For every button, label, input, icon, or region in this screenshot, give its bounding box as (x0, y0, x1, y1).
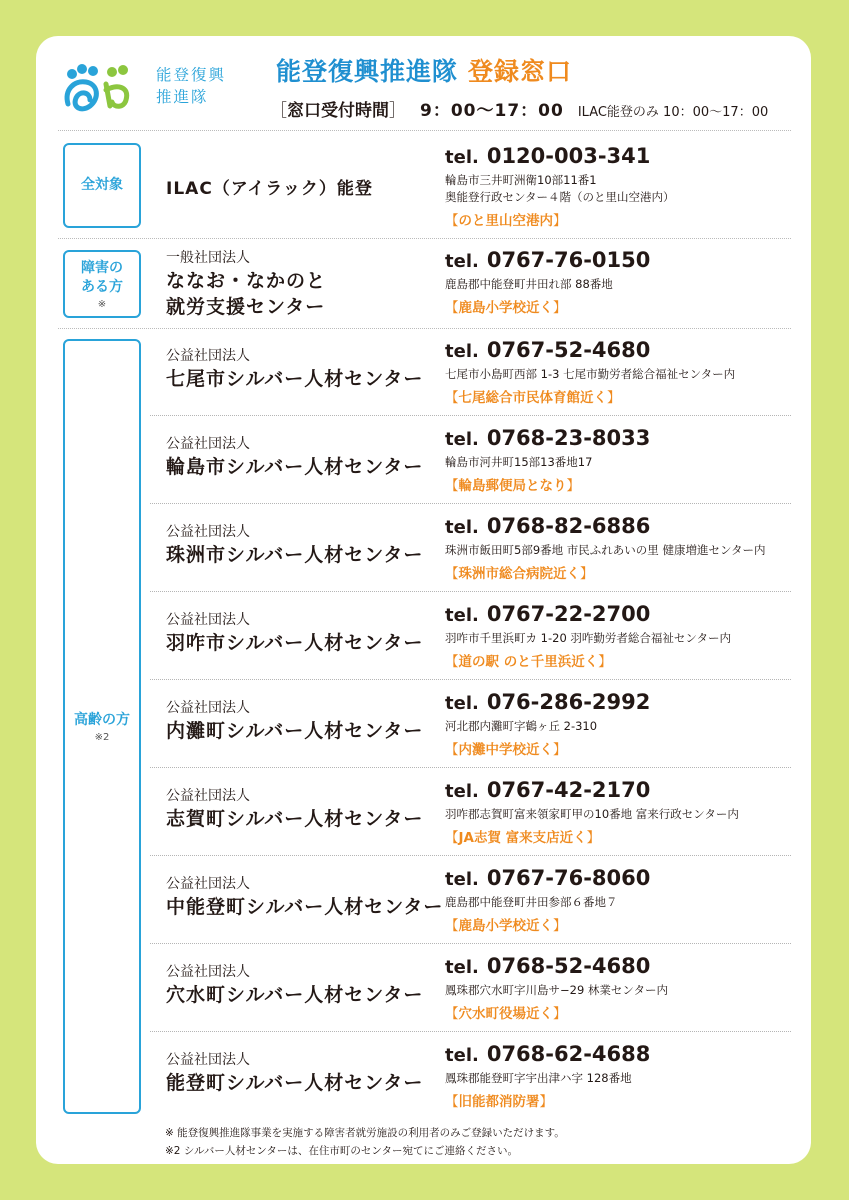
contact-info (445, 246, 650, 318)
org-name: 就労支援センター (166, 296, 326, 318)
org-type: 公益社団法人 (166, 964, 250, 980)
bracket-close: ］ (389, 101, 406, 121)
phone-number: tel. 0767-76-8060 (445, 866, 651, 890)
office-row-noto (150, 1038, 791, 1119)
noto-logo-icon (60, 60, 146, 114)
org-info (166, 1050, 423, 1096)
landmark: 【七尾総合市民体育館近く】 (445, 390, 621, 406)
phone-number: tel. 076-286-2992 (445, 690, 651, 714)
footnote-1: ※ 能登復興推進隊事業を実施する障害者就労施設の利用者のみご登録いただけます。 (165, 1127, 565, 1139)
contact-info (445, 512, 765, 584)
phone-number: tel. 0767-22-2700 (445, 602, 651, 626)
phone-number: tel. 0768-23-8033 (445, 426, 651, 450)
address: 七尾市小島町西部 1-3 七尾市勤労者総合福祉センター内 (445, 367, 736, 381)
org-info (166, 786, 423, 832)
office-row-shika (150, 774, 791, 856)
office-row-ilac (150, 140, 791, 238)
hours-ilac: ILAC能登のみ 10：00～17：00 (577, 105, 769, 120)
org-name: 七尾市シルバー人材センター (166, 368, 424, 390)
contact-info (445, 142, 675, 231)
phone-number: tel. 0767-52-4680 (445, 338, 651, 362)
address: 輪島市三井町洲衛10部11番1 (445, 173, 597, 187)
landmark: 【珠洲市総合病院近く】 (445, 566, 594, 582)
address: 輪島市河井町15部13番地17 (445, 455, 593, 469)
org-name: ILAC（アイラック）能登 (166, 179, 373, 199)
category-disability (63, 250, 141, 318)
org-type: 公益社団法人 (166, 876, 250, 892)
phone-number: tel. 0768-82-6886 (445, 514, 651, 538)
org-type: 公益社団法人 (166, 348, 250, 364)
phone-number: tel. 0120-003-341 (445, 144, 651, 168)
landmark: 【旧能都消防署】 (445, 1094, 553, 1110)
office-row-suzu (150, 510, 791, 592)
divider (58, 130, 791, 131)
landmark: 【鹿島小学校近く】 (445, 918, 567, 934)
address: 羽咋市千里浜町カ 1-20 羽咋勤労者総合福祉センター内 (445, 631, 731, 645)
address: 鳳珠郡穴水町字川島サ−29 林業センター内 (445, 983, 668, 997)
address: 奥能登行政センター４階（のと里山空港内） (445, 190, 675, 204)
org-info (166, 176, 373, 202)
category-elderly (63, 339, 141, 1114)
org-type: 公益社団法人 (166, 700, 250, 716)
hours-label: 窓口受付時間 (287, 101, 389, 121)
org-info (166, 610, 423, 656)
address: 河北郡内灘町字鶴ヶ丘 2-310 (445, 719, 598, 733)
org-info (166, 874, 443, 920)
bracket-open: ［ (270, 101, 287, 121)
org-name: 穴水町シルバー人材センター (166, 984, 424, 1006)
org-type: 公益社団法人 (166, 524, 250, 540)
org-info (166, 346, 423, 392)
divider (58, 328, 791, 329)
org-name: 中能登町シルバー人材センター (166, 896, 444, 918)
landmark: 【穴水町役場近く】 (445, 1006, 567, 1022)
office-row-wajima (150, 422, 791, 504)
landmark: 【内灘中学校近く】 (445, 742, 567, 758)
logo-text-line1: 能登復興 (156, 66, 227, 84)
phone-number: tel. 0768-52-4680 (445, 954, 651, 978)
office-row-nanao (150, 334, 791, 416)
footnote-2: ※2 シルバー人材センターは、在住市町のセンター宛てにご連絡ください。 (165, 1145, 518, 1157)
address: 鹿島郡中能登町井田参部６番地７ (445, 895, 618, 909)
org-info (166, 962, 423, 1008)
logo-text-line2: 推進隊 (156, 88, 209, 106)
org-type: 公益社団法人 (166, 436, 250, 452)
org-info (166, 522, 423, 568)
category-label: 障害の (81, 259, 123, 276)
office-row-nanao-nakanoto (150, 244, 791, 328)
address: 鹿島郡中能登町井田れ部 88番地 (445, 277, 613, 291)
org-type: 一般社団法人 (166, 250, 250, 266)
title-main: 能登復興推進隊 (276, 57, 459, 86)
org-type: 公益社団法人 (166, 1052, 250, 1068)
landmark: 【のと里山空港内】 (445, 213, 567, 229)
contact-info (445, 864, 650, 936)
category-note: ※2 (94, 731, 110, 743)
contact-info (445, 952, 668, 1024)
landmark: 【JA志賀 富来支店近く】 (445, 830, 601, 846)
category-label: 高齢の方 (74, 711, 130, 728)
contact-info (445, 600, 731, 672)
office-row-uchinada (150, 686, 791, 768)
org-name: 能登町シルバー人材センター (166, 1072, 424, 1094)
office-row-anamizu (150, 950, 791, 1032)
contact-info (445, 776, 739, 848)
office-row-nakanoto (150, 862, 791, 944)
org-info (166, 698, 423, 744)
org-name: 志賀町シルバー人材センター (166, 808, 424, 830)
org-type: 公益社団法人 (166, 788, 250, 804)
phone-number: tel. 0767-42-2170 (445, 778, 651, 802)
phone-number: tel. 0767-76-0150 (445, 248, 651, 272)
title-accent: 登録窓口 (468, 57, 573, 86)
contact-info (445, 424, 650, 496)
org-name: 内灘町シルバー人材センター (166, 720, 424, 742)
landmark: 【道の駅 のと千里浜近く】 (445, 654, 612, 670)
reception-hours (270, 96, 768, 121)
address: 羽咋郡志賀町富来領家町甲の10番地 富来行政センター内 (445, 807, 739, 821)
org-type: 公益社団法人 (166, 612, 250, 628)
hours-time: 9：00～17：00 (420, 101, 564, 121)
org-name: 珠洲市シルバー人材センター (166, 544, 424, 566)
category-label: ある方 (81, 278, 123, 295)
office-row-hakui (150, 598, 791, 680)
landmark: 【輪島郵便局となり】 (445, 478, 580, 494)
contact-info (445, 1040, 650, 1112)
org-info (166, 248, 326, 320)
landmark: 【鹿島小学校近く】 (445, 300, 567, 316)
org-name: 輪島市シルバー人材センター (166, 456, 424, 478)
address: 鳳珠郡能登町字宇出津ハ字 128番地 (445, 1071, 632, 1085)
category-label: 全対象 (81, 177, 123, 193)
address: 珠洲市飯田町5部9番地 市民ふれあいの里 健康増進センター内 (445, 543, 766, 557)
org-name: 羽咋市シルバー人材センター (166, 632, 424, 654)
category-note: ※ (97, 298, 107, 310)
contact-info (445, 336, 735, 408)
org-info (166, 434, 423, 480)
phone-number: tel. 0768-62-4688 (445, 1042, 651, 1066)
contact-info (445, 688, 650, 760)
divider (58, 238, 791, 239)
logo-text (156, 64, 226, 108)
org-name: ななお・なかのと (166, 270, 327, 292)
page-title (276, 52, 572, 88)
category-all (63, 143, 141, 228)
